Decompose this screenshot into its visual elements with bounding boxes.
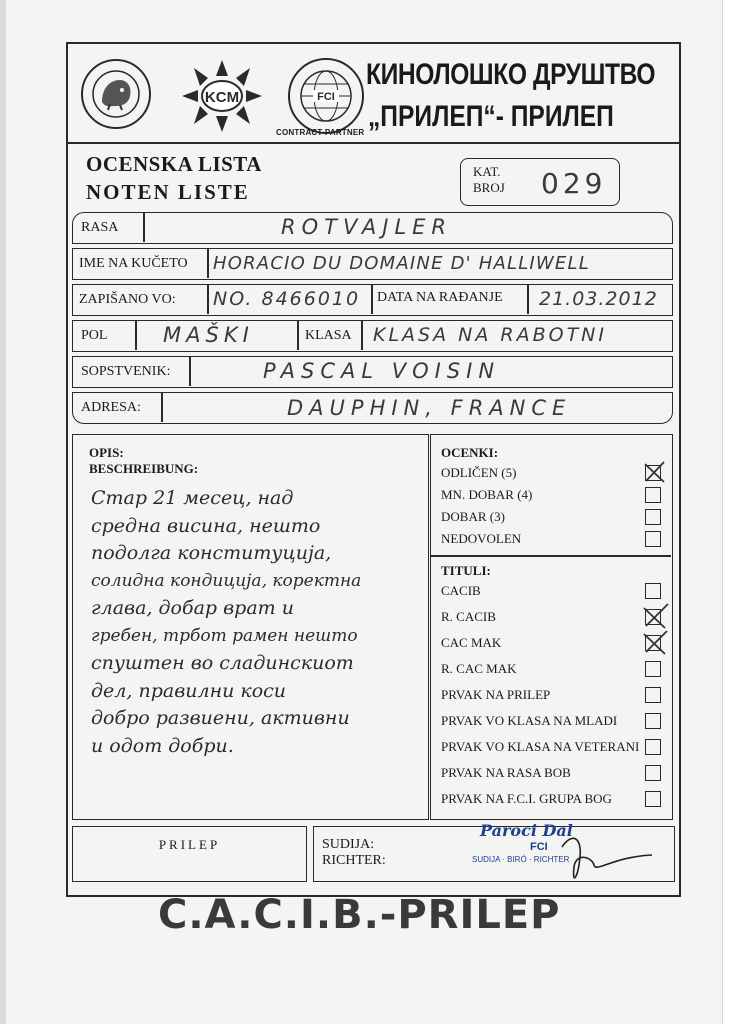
adresa-value: DAUPHIN, FRANCE bbox=[287, 396, 572, 420]
description-box bbox=[72, 434, 429, 820]
description-line: дел, правилни коси bbox=[91, 679, 287, 702]
description-line: средна висина, нешто bbox=[91, 514, 321, 537]
ocenki-label: OCENKI: bbox=[441, 445, 499, 460]
grade-checkbox[interactable] bbox=[645, 465, 661, 481]
org-name-line1: КИНОЛОШКО ДРУШТВО bbox=[366, 58, 656, 91]
grade-label: ODLIČEN (5) bbox=[441, 465, 517, 480]
title-label: PRVAK VO KLASA NA MLADI bbox=[441, 713, 618, 728]
title-label: CAC MAK bbox=[441, 635, 502, 650]
grade-checkbox[interactable] bbox=[645, 531, 661, 547]
beschreibung-label: BESCHREIBUNG: bbox=[89, 461, 199, 476]
catalog-number-value: 029 bbox=[541, 167, 607, 200]
grade-checkbox[interactable] bbox=[645, 487, 661, 503]
grade-label: DOBAR (3) bbox=[441, 509, 505, 524]
cacib-stamp: C.A.C.I.B.-PRILEP bbox=[158, 892, 561, 938]
title-checkbox[interactable] bbox=[645, 687, 661, 703]
rasa-row bbox=[72, 212, 673, 244]
org-name-line2: „ПРИЛЕП“- ПРИЛЕП bbox=[368, 100, 614, 133]
catalog-number-box bbox=[460, 158, 620, 206]
fci-logo-icon bbox=[286, 56, 366, 136]
description-line: гребен, трбот рамен нешто bbox=[91, 625, 358, 646]
title-checkbox[interactable] bbox=[645, 791, 661, 807]
birth-date-label: DATA NA RAĐANJE bbox=[377, 290, 503, 305]
description-line: Стар 21 месец, над bbox=[91, 487, 294, 509]
signature-sub: SUDIJA · BIRÓ · RICHTER bbox=[472, 855, 570, 864]
birth-date-value: 21.03.2012 bbox=[539, 288, 658, 310]
description-line: подолга конституција, bbox=[91, 542, 332, 564]
ime-value: HORACIO DU DOMAINE D' HALLIWELL bbox=[213, 253, 590, 274]
form-title-de: NOTEN LISTE bbox=[86, 180, 250, 204]
adresa-label: ADRESA: bbox=[81, 400, 141, 415]
opis-label: OPIS: bbox=[89, 445, 124, 460]
form-title-mk: OCENSKA LISTA bbox=[86, 152, 262, 176]
sopstvenik-label: SOPSTVENIK: bbox=[81, 364, 171, 379]
club-logo-icon bbox=[80, 58, 152, 130]
grade-label: MN. DOBAR (4) bbox=[441, 487, 533, 502]
title-label: R. CAC MAK bbox=[441, 661, 517, 676]
divider bbox=[431, 555, 671, 557]
title-checkbox[interactable] bbox=[645, 661, 661, 677]
title-checkbox[interactable] bbox=[645, 635, 661, 651]
grade-label: NEDOVOLEN bbox=[441, 531, 522, 546]
klasa-value: KLASA NA RABOTNI bbox=[373, 324, 608, 346]
klasa-label: KLASA bbox=[305, 328, 352, 343]
zapisano-row bbox=[72, 284, 673, 316]
tituli-label: TITULI: bbox=[441, 563, 491, 578]
title-label: PRVAK NA F.C.I. GRUPA BOG bbox=[441, 791, 612, 806]
description-line: добро развиени, активни bbox=[91, 707, 350, 729]
description-line: глава, добар врат и bbox=[91, 597, 294, 619]
title-checkbox[interactable] bbox=[645, 713, 661, 729]
rasa-label: RASA bbox=[81, 220, 119, 235]
pol-label: POL bbox=[81, 328, 108, 343]
catalog-number-label: KAT. BROJ bbox=[473, 164, 505, 195]
title-label: PRVAK VO KLASA NA VETERANI bbox=[441, 739, 640, 754]
sudija-label: SUDIJA: bbox=[322, 837, 375, 852]
ime-label: IME NA KUČETO bbox=[79, 256, 188, 271]
richter-label: RICHTER: bbox=[322, 853, 386, 868]
zapisano-value: NO. 8466010 bbox=[213, 288, 361, 310]
title-checkbox[interactable] bbox=[645, 765, 661, 781]
sopstvenik-value: PASCAL VOISIN bbox=[263, 359, 501, 383]
place-value: PRILEP bbox=[158, 837, 221, 852]
title-checkbox[interactable] bbox=[645, 739, 661, 755]
header bbox=[68, 44, 679, 144]
ime-row bbox=[72, 248, 673, 280]
title-label: CACIB bbox=[441, 583, 481, 598]
title-checkbox[interactable] bbox=[645, 609, 661, 625]
scan-edge-left bbox=[0, 0, 6, 1024]
pol-row bbox=[72, 320, 673, 352]
zapisano-label: ZAPIŠANO VO: bbox=[79, 292, 176, 307]
score-sheet bbox=[66, 42, 681, 897]
sopstvenik-row bbox=[72, 356, 673, 388]
description-line: и одот добри. bbox=[91, 734, 234, 757]
kcm-logo-text: KCM bbox=[204, 89, 240, 106]
fci-logo-text: FCI bbox=[317, 91, 335, 103]
description-line: спуштен во сладинскиот bbox=[91, 652, 354, 674]
description-line: солидна кондиција, коректна bbox=[91, 570, 362, 591]
description-text bbox=[91, 485, 421, 760]
judge-box bbox=[313, 821, 675, 882]
scan-edge-right bbox=[722, 0, 744, 1024]
title-checkbox[interactable] bbox=[645, 583, 661, 599]
grades-box bbox=[430, 434, 673, 820]
adresa-row bbox=[72, 392, 673, 424]
title-label: R. CACIB bbox=[441, 609, 496, 624]
pol-value: MAŠKI bbox=[163, 323, 254, 347]
signature-fci: FCI bbox=[530, 841, 548, 853]
place-box bbox=[72, 826, 307, 882]
title-label: PRVAK NA RASA BOB bbox=[441, 765, 571, 780]
rasa-value: ROTVAJLER bbox=[281, 215, 453, 239]
kcm-logo-icon bbox=[180, 58, 264, 134]
signature-scribble-icon bbox=[552, 827, 662, 887]
title-label: PRVAK NA PRILEP bbox=[441, 687, 551, 702]
contract-partner-text: CONTRACT-PARTNER bbox=[276, 128, 365, 137]
signature-name: Paroci Dal bbox=[480, 821, 573, 840]
grade-checkbox[interactable] bbox=[645, 509, 661, 525]
